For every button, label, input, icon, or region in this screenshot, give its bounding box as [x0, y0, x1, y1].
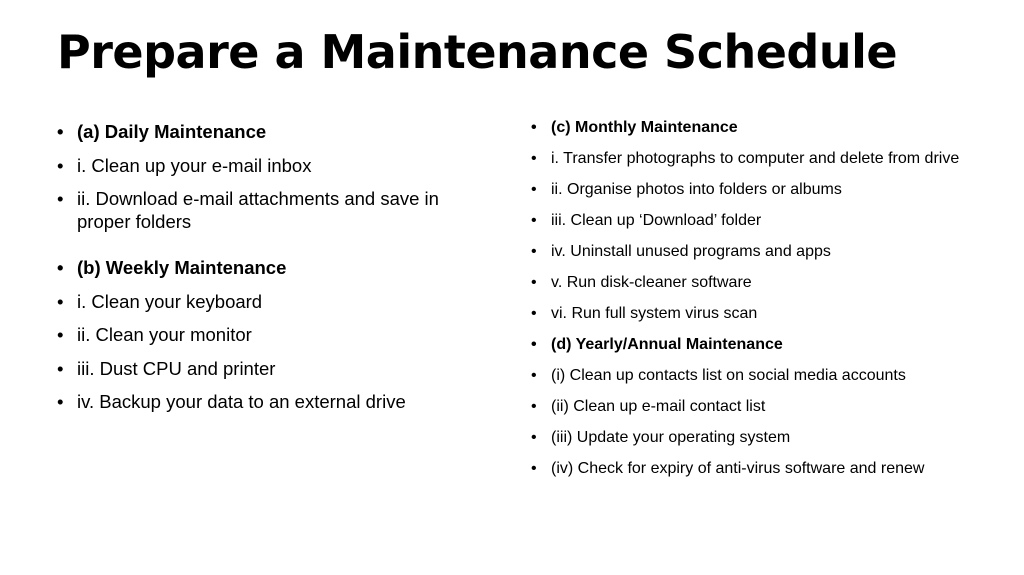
list-item: • v. Run disk-cleaner software	[531, 273, 971, 294]
list-item: • (ii) Clean up e-mail contact list	[531, 397, 971, 418]
list-item: • i. Clean up your e-mail inbox	[57, 154, 477, 177]
section-heading-weekly: • (b) Weekly Maintenance	[57, 256, 477, 279]
list-item: • i. Clean your keyboard	[57, 290, 477, 313]
section-heading-daily: • (a) Daily Maintenance	[57, 120, 477, 143]
list-item: • iv. Backup your data to an external drive	[57, 390, 477, 413]
right-column-list	[531, 118, 971, 490]
left-column-list	[57, 120, 477, 424]
list-item: • vi. Run full system virus scan	[531, 304, 971, 325]
list-item: • (i) Clean up contacts list on social media accounts	[531, 366, 971, 387]
slide-title: Prepare a Maintenance Schedule	[57, 25, 898, 79]
list-item: • (iv) Check for expiry of anti-virus software and renew	[531, 459, 971, 480]
list-item: • i. Transfer photographs to computer and delete from drive	[531, 149, 971, 170]
list-item: • iii. Dust CPU and printer	[57, 357, 477, 380]
list-item: • ii. Organise photos into folders or albums	[531, 180, 971, 201]
list-item: • (iii) Update your operating system	[531, 428, 971, 449]
list-item: • iv. Uninstall unused programs and apps	[531, 242, 971, 263]
section-heading-yearly: • (d) Yearly/Annual Maintenance	[531, 335, 971, 356]
list-item: • iii. Clean up ‘Download’ folder	[531, 211, 971, 232]
section-heading-monthly: • (c) Monthly Maintenance	[531, 118, 971, 139]
list-item: • ii. Clean your monitor	[57, 323, 477, 346]
list-item: • ii. Download e-mail attachments and save in proper folders	[57, 187, 477, 233]
